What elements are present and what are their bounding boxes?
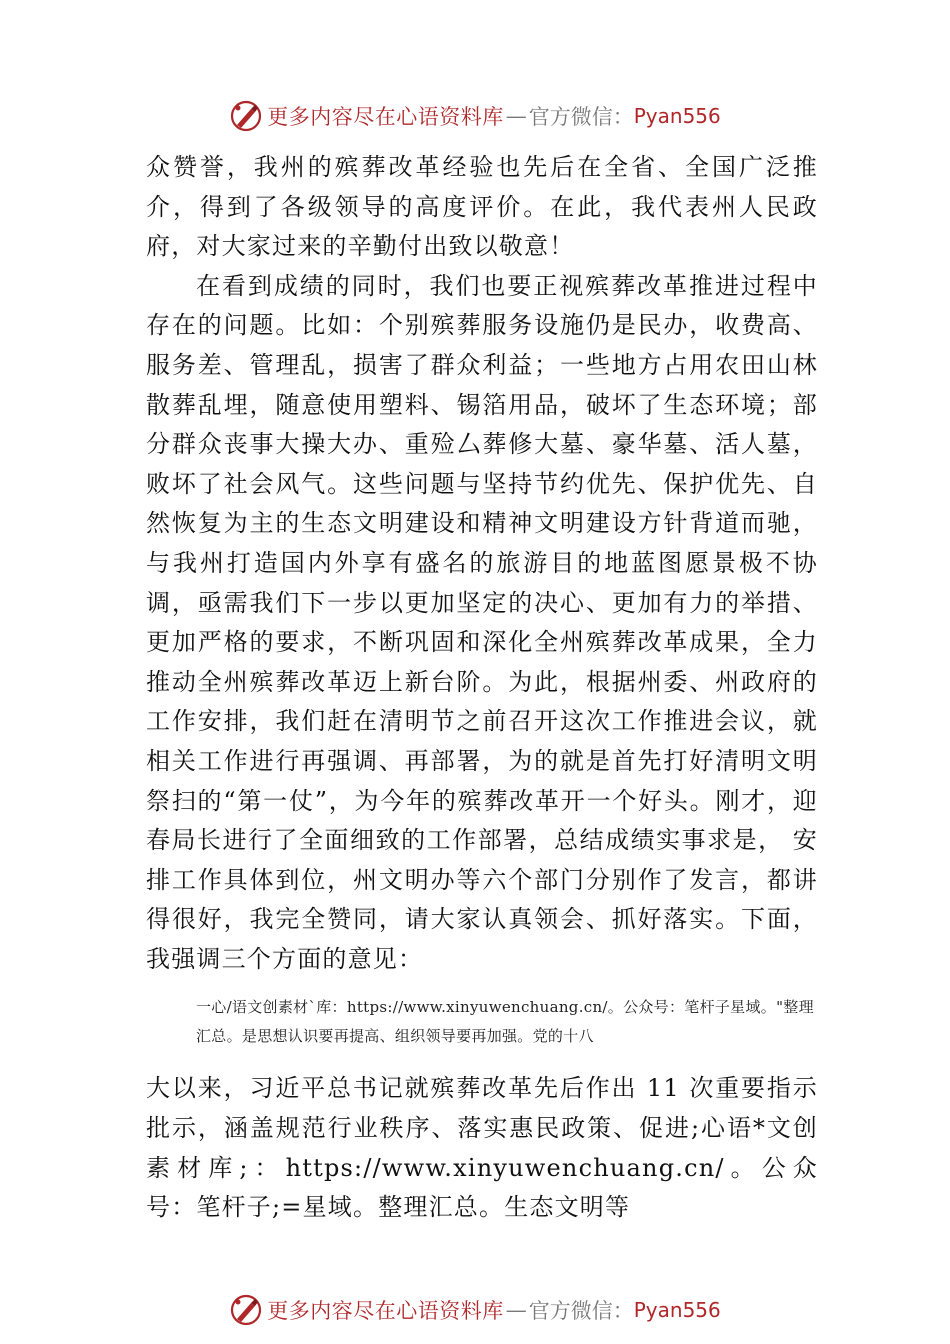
banner-dash: — bbox=[505, 104, 527, 128]
watermark-note: 一心/语文创素材`库：https://www.xinyuwenchuang.cn/。公众号：笔杆子星域。"整理汇总。是思想认识要再提高、组织领导要再加强。党的十八 bbox=[196, 998, 814, 1046]
paragraph-3: 大以来，习近平总书记就殡葬改革先后作出 11 次重要指示批示，涵盖规范行业秩序、落实惠民政策、促进;心语*文创素材库;：https://www.xinyuwenchuang.cn/。公众号：笔杆子;=星域。整理汇总。生态文明等 bbox=[146, 1074, 818, 1222]
banner-text: 更多内容尽在心语资料库 bbox=[267, 1299, 504, 1323]
header-banner bbox=[0, 96, 950, 136]
paragraph-1: 众赞誉，我州的殡葬改革经验也先后在全省、全国广泛推介，得到了各级领导的高度评价。在此，我代表州人民政府，对大家过来的辛勤付出致以敬意！ bbox=[146, 153, 818, 261]
pen-logo-icon bbox=[229, 1293, 263, 1327]
wechat-label: 官方微信： bbox=[528, 1299, 634, 1323]
wechat-id: Pyan556 bbox=[633, 1298, 721, 1322]
pen-logo-icon bbox=[229, 99, 263, 133]
wechat-label: 官方微信： bbox=[528, 105, 634, 129]
document-body bbox=[146, 148, 818, 1228]
paragraph-2: 在看到成绩的同时，我们也要正视殡葬改革推进过程中存在的问题。比如：个别殡葬服务设施仍是民办，收费高、服务差、管理乱，损害了群众利益；一些地方占用农田山林散葬乱埋，随意使用塑料、锡箔用品，破坏了生态环境；部分群众丧事大操大办、重殓厶葬修大墓、豪华墓、活人墓，败坏了社会风气。这些问题与坚持节约优先、保护优先、自然恢复为主的生态文明建设和精神文明建设方针背道而驰，与我州打造国内外享有盛名的旅游目的地蓝图愿景极不协调，亟需我们下一步以更加坚定的决心、更加有力的举措、更加严格的要求，不断巩固和深化全州殡葬改革成果，全力推动全州殡葬改革迈上新台阶。为此，根据州委、州政府的工作安排，我们赶在清明节之前召开这次工作推进会议，就相关工作进行再强调、再部署，为的就是首先打好清明文明祭扫的“第一仗”，为今年的殡葬改革开一个好头。刚才，迎春局长进行了全面细致的工作部署，总结成绩实事求是， 安排工作具体到位，州文明办等六个部门分别作了发言，都讲得很好，我完全赞同，请大家认真领会、抓好落实。下面， 我强调三个方面的意见： bbox=[146, 271, 818, 973]
footer-banner bbox=[0, 1290, 950, 1330]
wechat-id: Pyan556 bbox=[633, 104, 721, 128]
banner-text: 更多内容尽在心语资料库 bbox=[267, 105, 504, 129]
banner-dash: — bbox=[505, 1298, 527, 1322]
